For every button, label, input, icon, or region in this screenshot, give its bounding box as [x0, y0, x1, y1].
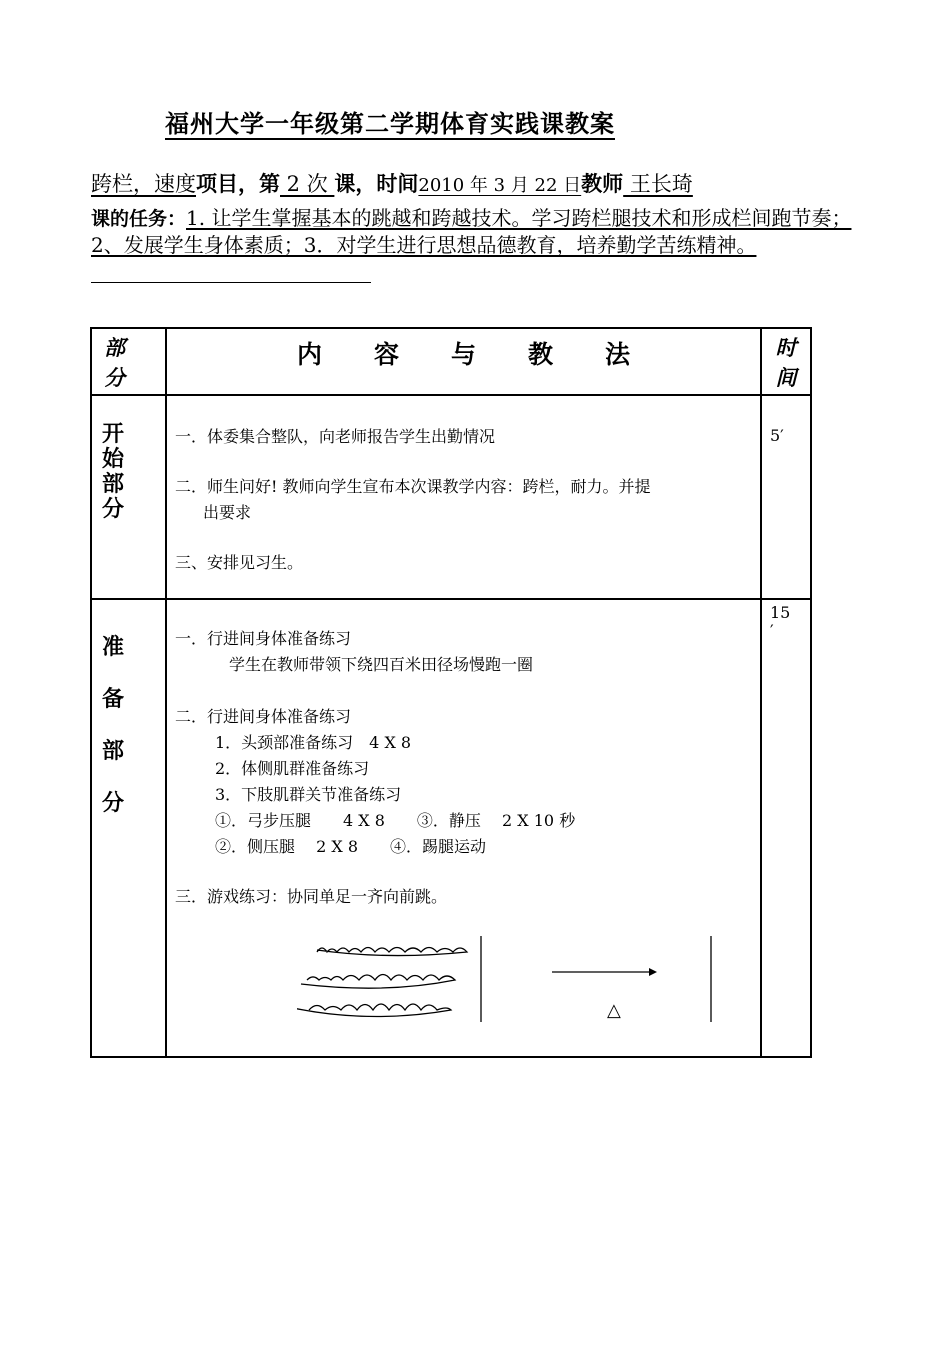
task-underline [91, 282, 371, 283]
header-time-char: 间 [775, 365, 797, 390]
page-title: 福州大学一年级第二学期体育实践课教案 [165, 109, 615, 138]
student-rows [297, 948, 467, 1017]
content-line: 1．头颈部准备练习 4 X 8 [215, 733, 412, 752]
header-time [761, 328, 811, 395]
lesson-prefix: 第 [259, 172, 280, 196]
time-value: 15 [770, 603, 791, 622]
lesson-info-line [91, 168, 693, 198]
content-line: 学生在教师带领下绕四百米田径场慢跑一圈 [229, 655, 534, 674]
teacher-label: 教师 [581, 172, 624, 196]
header-part-char: 部 [104, 335, 125, 360]
content-line: 一．行进间身体准备练习 [175, 629, 352, 648]
section-start-content [166, 395, 761, 599]
section-warmup-time [761, 599, 811, 1057]
section-name-char: 分 [102, 497, 125, 522]
section-warmup-content [166, 599, 761, 1057]
section-warmup-name [91, 599, 166, 1057]
arrow-head [649, 968, 657, 976]
section-name-char: 部 [102, 739, 125, 764]
time-unit: ′ [770, 621, 774, 640]
section-start-row [91, 395, 811, 599]
content-line: 三．游戏练习：协同单足一齐向前跳。 [175, 887, 448, 906]
task-text: 1. 让学生掌握基本的跳越和跨越技术。学习跨栏腿技术和形成栏间跑节奏；2、发展学生身体素质；3．对学生进行思想品德教育，培养勤学苦练精神。 [91, 206, 852, 257]
content-line: 二．行进间身体准备练习 [175, 707, 352, 726]
header-content-char: 与 [450, 340, 476, 369]
section-name-char: 准 [102, 635, 125, 660]
time-value: 2010 年 3 月 22 日 [418, 175, 582, 196]
student-row [301, 975, 455, 989]
header-content [166, 328, 761, 395]
section-name-char: 始 [102, 447, 125, 472]
header-time-char: 时 [775, 335, 797, 360]
lesson-task [91, 205, 871, 258]
section-warmup-row [91, 599, 811, 1057]
section-name-char: 备 [102, 687, 125, 712]
content-line: 出要求 [203, 503, 252, 522]
teacher-symbol: △ [607, 1000, 621, 1021]
task-label: 课的任务： [91, 208, 187, 230]
section-name-char: 分 [102, 791, 125, 816]
section-name-char: 部 [102, 472, 125, 497]
content-line: 2．体侧肌群准备练习 [215, 759, 370, 778]
header-content-char: 法 [605, 340, 631, 369]
header-part [91, 328, 166, 395]
header-content-char: 容 [373, 340, 399, 369]
table-header-row [91, 328, 811, 395]
lesson-suffix: 课， [334, 172, 377, 196]
project-label: 项目， [196, 172, 259, 196]
lesson-plan-table [90, 327, 812, 1058]
content-line: 3．下肢肌群关节准备练习 [215, 785, 402, 804]
content-line: 三、安排见习生。 [175, 553, 304, 572]
time-label: 时间 [376, 172, 419, 196]
time-value: 5′ [770, 426, 784, 445]
lesson-value: 2 次 [280, 172, 335, 196]
section-name-char: 开 [102, 422, 125, 447]
content-line: 二．师生问好! 教师向学生宣布本次课教学内容：跨栏，耐力。并提 [175, 477, 651, 496]
student-row [297, 1004, 451, 1017]
teacher-value: 王长琦 [623, 172, 693, 196]
content-line: ②．侧压腿 2 X 8 ④．踢腿运动 [215, 837, 487, 856]
header-content-char: 教 [528, 340, 554, 369]
section-start-time [761, 395, 811, 599]
content-line: ①．弓步压腿 4 X 8 ③．静压 2 X 10 秒 [215, 811, 576, 830]
header-content-char: 内 [296, 340, 322, 369]
game-formation-diagram [297, 930, 727, 1030]
student-row [317, 948, 467, 956]
project-value: 跨栏，速度 [91, 172, 196, 196]
header-part-char: 分 [104, 365, 125, 390]
section-start-name [91, 395, 166, 599]
content-line: 一．体委集合整队，向老师报告学生出勤情况 [175, 427, 496, 446]
